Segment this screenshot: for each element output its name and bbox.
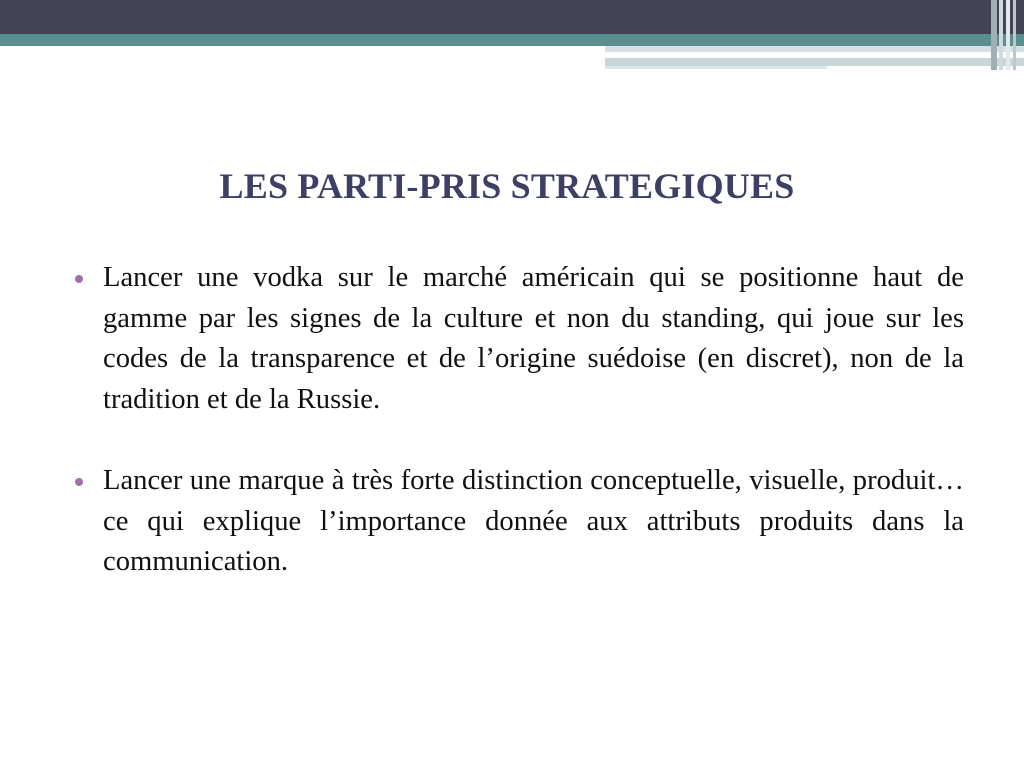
- header-accent-bar-lower: [605, 58, 1024, 66]
- bullet-text: Lancer une marque à très forte distinction conceptuelle, visuelle, produit…ce qui explique l’importance donnée aux attributs produits dans la communication.: [103, 464, 964, 578]
- header-teal-band: [0, 34, 1024, 46]
- slide-title: LES PARTI-PRIS STRATEGIQUES: [219, 166, 795, 206]
- bullet-item: [72, 461, 964, 583]
- header-divider-line: [605, 55, 950, 57]
- header-vertical-stripe: [991, 0, 997, 70]
- header-vertical-stripe: [1006, 0, 1010, 70]
- bullet-list: [72, 258, 964, 623]
- header-vertical-stripe: [999, 0, 1003, 70]
- bullet-text: Lancer une vodka sur le marché américain qui se positionne haut de gamme par les signes de la culture et non du standing, qui joue sur les codes de la transparence et de l’origine suédoise (en discret), non de la tradition et de la Russie.: [103, 262, 964, 416]
- header-dark-band: [0, 0, 1024, 34]
- header-accent-bar-short: [605, 66, 827, 69]
- header-accent-bar: [605, 46, 1024, 52]
- bullet-dot-icon: [75, 275, 83, 283]
- bullet-dot-icon: [75, 478, 83, 486]
- header-vertical-stripe: [1013, 0, 1016, 70]
- bullet-item: [72, 258, 964, 421]
